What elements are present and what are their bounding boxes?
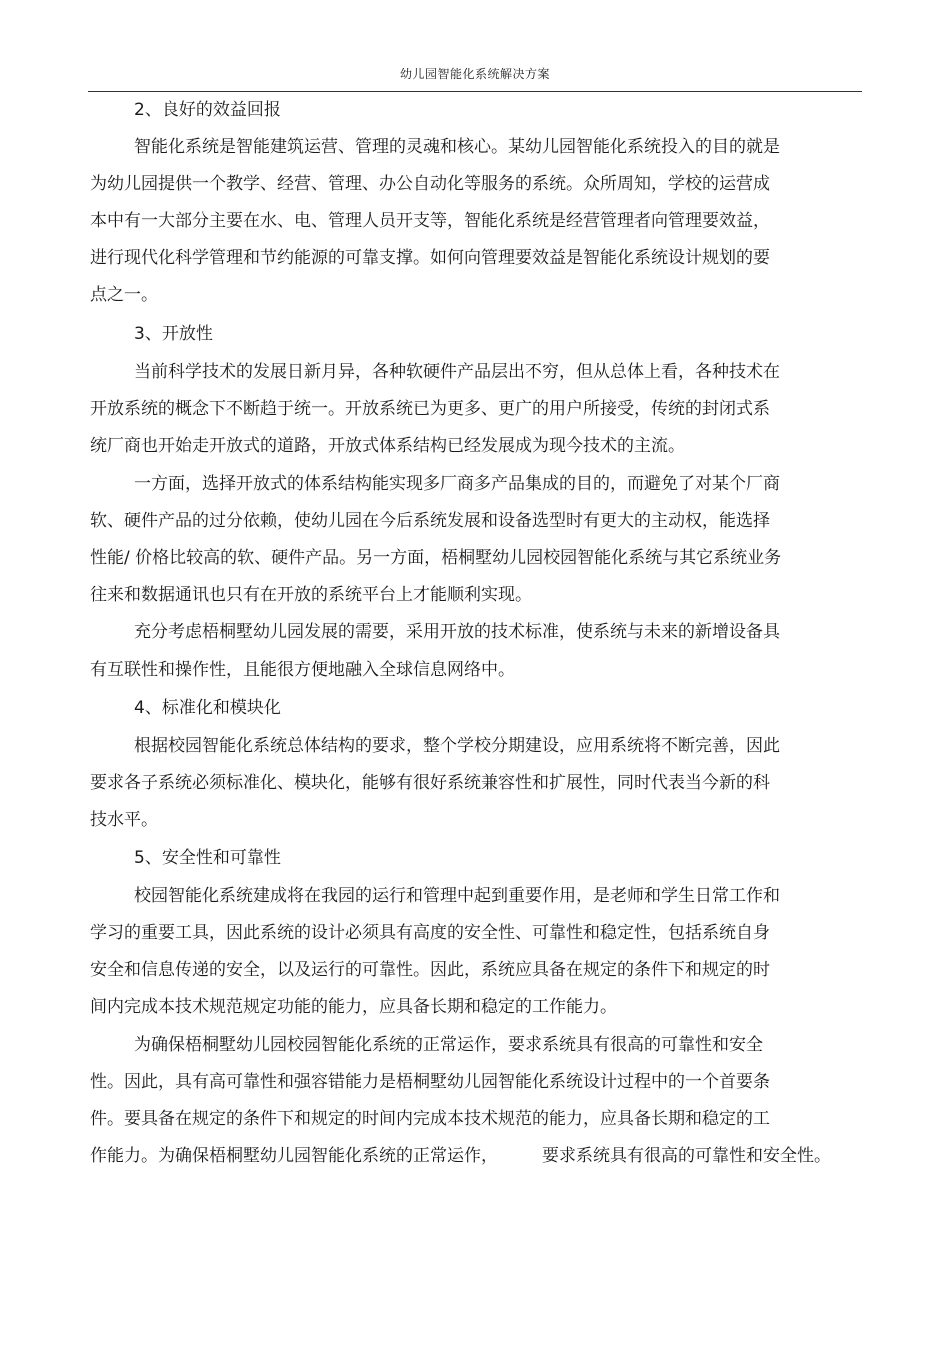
paragraph-line: 为确保梧桐墅幼儿园校园智能化系统的正常运作，要求系统具有很高的可靠性和安全 (134, 1035, 763, 1055)
paragraph-line: 要求各子系统必须标准化、模块化，能够有很好系统兼容性和扩展性，同时代表当今新的科 (90, 773, 770, 793)
paragraph-line: 进行现代化科学管理和节约能源的可靠支撑。如何向管理要效益是智能化系统设计规划的要 (90, 248, 770, 268)
paragraph-line: 性。因此，具有高可靠性和强容错能力是梧桐墅幼儿园智能化系统设计过程中的一个首要条 (90, 1072, 770, 1092)
section-heading-openness: 3、开放性 (134, 324, 213, 344)
paragraph-line: 软、硬件产品的过分依赖，使幼儿园在今后系统发展和设备选型时有更大的主动权，能选择 (90, 511, 770, 531)
paragraph-line: 性能/ 价格比较高的软、硬件产品。另一方面，梧桐墅幼儿园校园智能化系统与其它系统业务 (90, 548, 782, 568)
paragraph-line: 校园智能化系统建成将在我园的运行和管理中起到重要作用，是老师和学生日常工作和 (134, 886, 780, 906)
paragraph-line: 开放系统的概念下不断趋于统一。开放系统已为更多、更广的用户所接受，传统的封闭式系 (90, 399, 770, 419)
section-heading-security: 5、安全性和可靠性 (134, 848, 281, 868)
paragraph-line: 当前科学技术的发展日新月异，各种软硬件产品层出不穷，但从总体上看，各种技术在 (134, 362, 780, 382)
paragraph-line: 技水平。 (90, 810, 158, 830)
paragraph-line: 作能力。为确保梧桐墅幼儿园智能化系统的正常运作， (90, 1146, 498, 1166)
paragraph-line: 往来和数据通讯也只有在开放的系统平台上才能顺利实现。 (90, 585, 532, 605)
paragraph-line: 件。要具备在规定的条件下和规定的时间内完成本技术规范的能力，应具备长期和稳定的工 (90, 1109, 770, 1129)
paragraph-line: 根据校园智能化系统总体结构的要求，整个学校分期建设，应用系统将不断完善，因此 (134, 736, 780, 756)
paragraph-line: 为幼儿园提供一个教学、经营、管理、办公自动化等服务的系统。众所周知，学校的运营成 (90, 174, 770, 194)
paragraph-line: 智能化系统是智能建筑运营、管理的灵魂和核心。某幼儿园智能化系统投入的目的就是 (134, 137, 780, 157)
header-divider (88, 91, 862, 92)
paragraph-line: 统厂商也开始走开放式的道路，开放式体系结构已经发展成为现今技术的主流。 (90, 436, 685, 456)
paragraph-line: 间内完成本技术规范规定功能的能力，应具备长期和稳定的工作能力。 (90, 997, 617, 1017)
section-heading-standardization: 4、标准化和模块化 (134, 698, 281, 718)
paragraph-line: 学习的重要工具，因此系统的设计必须具有高度的安全性、可靠性和稳定性，包括系统自身 (90, 923, 770, 943)
paragraph-line: 本中有一大部分主要在水、电、管理人员开支等，智能化系统是经营管理者向管理要效益， (90, 211, 770, 231)
paragraph-line: 有互联性和操作性，且能很方便地融入全球信息网络中。 (90, 660, 515, 680)
page-header-title: 幼儿园智能化系统解决方案 (399, 67, 550, 81)
paragraph-line: 安全和信息传递的安全，以及运行的可靠性。因此，系统应具备在规定的条件下和规定的时 (90, 960, 770, 980)
paragraph-line: 一方面，选择开放式的体系结构能实现多厂商多产品集成的目的，而避免了对某个厂商 (134, 474, 780, 494)
paragraph-line: 充分考虑梧桐墅幼儿园发展的需要，采用开放的技术标准，使系统与未来的新增设备具 (134, 622, 780, 642)
section-heading-benefit: 2、良好的效益回报 (134, 100, 281, 120)
paragraph-line: 要求系统具有很高的可靠性和安全性。 (542, 1146, 831, 1166)
paragraph-line: 点之一。 (90, 285, 158, 305)
